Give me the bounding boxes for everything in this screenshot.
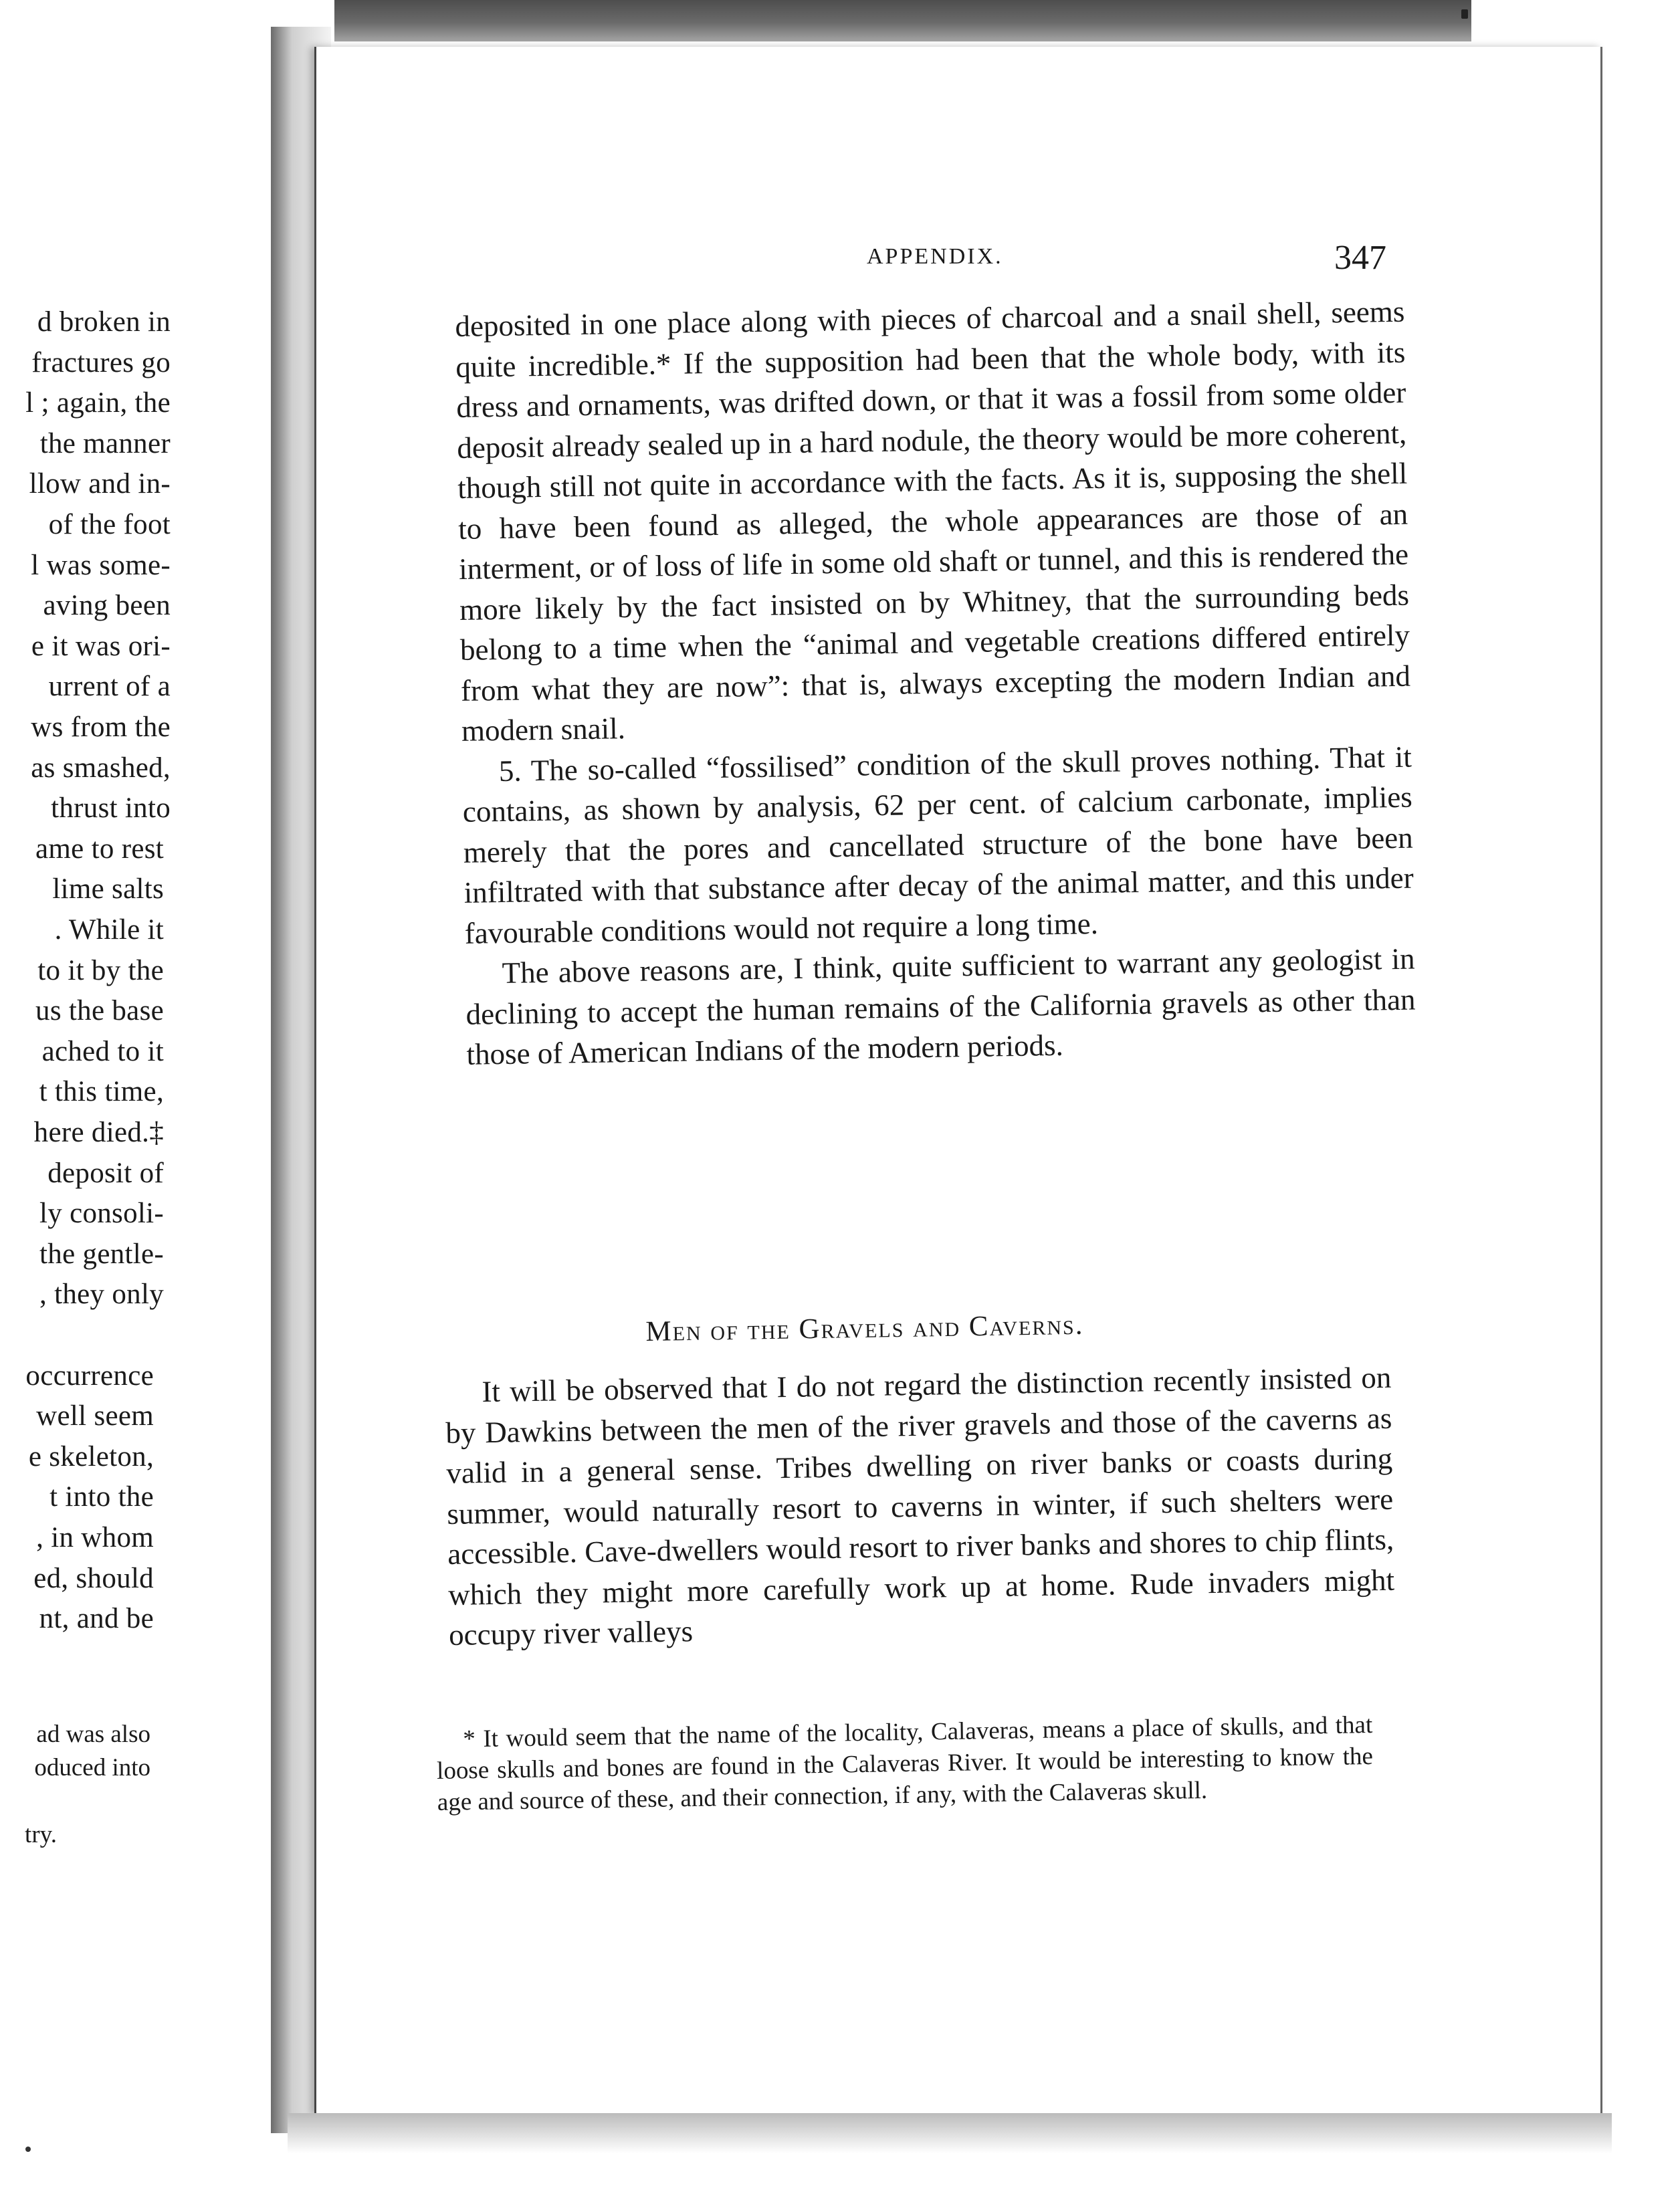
previous-page-footnote-line: try. [25, 1821, 57, 1848]
previous-page-line: the manner [39, 427, 171, 459]
previous-page-line: e it was ori- [31, 630, 171, 662]
previous-page-line: occurrence [25, 1359, 154, 1392]
scan-speck [25, 2147, 31, 2152]
previous-page-line: t this time, [39, 1076, 164, 1108]
previous-page-line: ly consoli- [39, 1198, 164, 1230]
previous-page-line: l was some- [31, 549, 171, 581]
previous-page-line: urrent of a [48, 671, 171, 703]
page-number: 347 [1334, 239, 1386, 277]
previous-page-line: lime salts [52, 873, 164, 905]
previous-page-line: here died.‡ [33, 1117, 164, 1148]
previous-page-line: ached to it [41, 1035, 164, 1067]
previous-page-line: t into the [49, 1481, 154, 1513]
previous-page-line: ed, should [33, 1562, 154, 1594]
previous-page-line: the gentle- [39, 1238, 164, 1270]
previous-page-line: deposit of [47, 1157, 164, 1189]
previous-page-line: to it by the [37, 954, 164, 986]
section-paragraph: It will be observed that I do not regard the distinction recently insisted on by Dawkins between the men of the river gravels and those of the caverns as valid in a general sense. Tribes dwelling on river banks or coasts during summer, would naturally resort to caverns in winter, if such shelters were accessible. Cave-dwellers would resort to river banks and shores to chip flints, which they might more carefully work up at home. Rude invaders might occupy river valleys [445, 1360, 1395, 1652]
section-heading: Men of the Gravels and Caverns. [645, 1309, 1084, 1347]
previous-page-line: l ; again, the [25, 387, 171, 419]
previous-page-line: , they only [39, 1279, 164, 1311]
running-head: APPENDIX. [867, 244, 1003, 269]
previous-page-line: nt, and be [39, 1603, 154, 1635]
top-binding-strip [334, 0, 1471, 41]
previous-page-line: of the foot [48, 509, 171, 540]
previous-page-line: e skeleton, [28, 1440, 154, 1472]
page-bottom-edge [288, 2113, 1612, 2153]
previous-page-line: d broken in [37, 306, 171, 338]
paragraph: 5. The so-called “fossilised” condition of the skull proves nothing. That it contains, as shown by analysis, 62 per cent. of calcium carbonate, implies merely that the pores and cancellated structure of the bone have been infiltrated with that substance after decay of the animal matter, and this under favourable conditions would not require a long time. [462, 740, 1414, 950]
previous-page-footnote-line: ad was also [36, 1721, 150, 1748]
body-text [455, 292, 1416, 1075]
paragraph: deposited in one place along with pieces of charcoal and a snail shell, seems quite incredible.* If the supposition had been that the whole body, with its dress and ornaments, was drifted down, or that it was a fossil from some older deposit already sealed up in a hard nodule, the theory would be more coherent, though still not quite in accordance with the facts. As it is, supposing the shell to have been found as alleged, the whole appearances are those of an interment, or of loss of life in some old shaft or tunnel, and this is rendered the more likely by the fact insisted on by Whitney, that the surrounding beds belong to a time when the “animal and vegetable creations differed entirely from what they are now”: that is, always excepting the modern Indian and modern snail. [455, 294, 1411, 748]
previous-page-line: fractures go [31, 346, 171, 378]
footnote-text: * It would seem that the name of the locality, Calaveras, means a place of skulls, and that loose skulls and bones are found in the Calaveras River. It would be interesting to know the age and source of these, and their connection, if any, with the Calaveras skull. [436, 1711, 1374, 1816]
previous-page-line: ame to rest [35, 833, 164, 865]
previous-page-line: us the base [35, 995, 164, 1027]
previous-page [0, 40, 273, 2019]
previous-page-line: llow and in- [29, 468, 171, 500]
previous-page-line: well seem [36, 1400, 154, 1432]
footnote [436, 1709, 1374, 1818]
previous-page-line: as smashed, [31, 752, 171, 784]
paragraph: The above reasons are, I think, quite sufficient to warrant any geologist in declining to accept the human remains of the California gravels as other than those of American Indians of the modern periods. [465, 942, 1416, 1071]
previous-page-footnote-line: oduced into [34, 1754, 150, 1781]
scan-speck [1461, 9, 1468, 19]
previous-page-line: thrust into [51, 792, 171, 825]
previous-page-line: ws from the [31, 712, 171, 743]
previous-page-line: . While it [54, 914, 164, 946]
previous-page-line: , in whom [36, 1522, 154, 1553]
previous-page-line: aving been [43, 590, 171, 622]
